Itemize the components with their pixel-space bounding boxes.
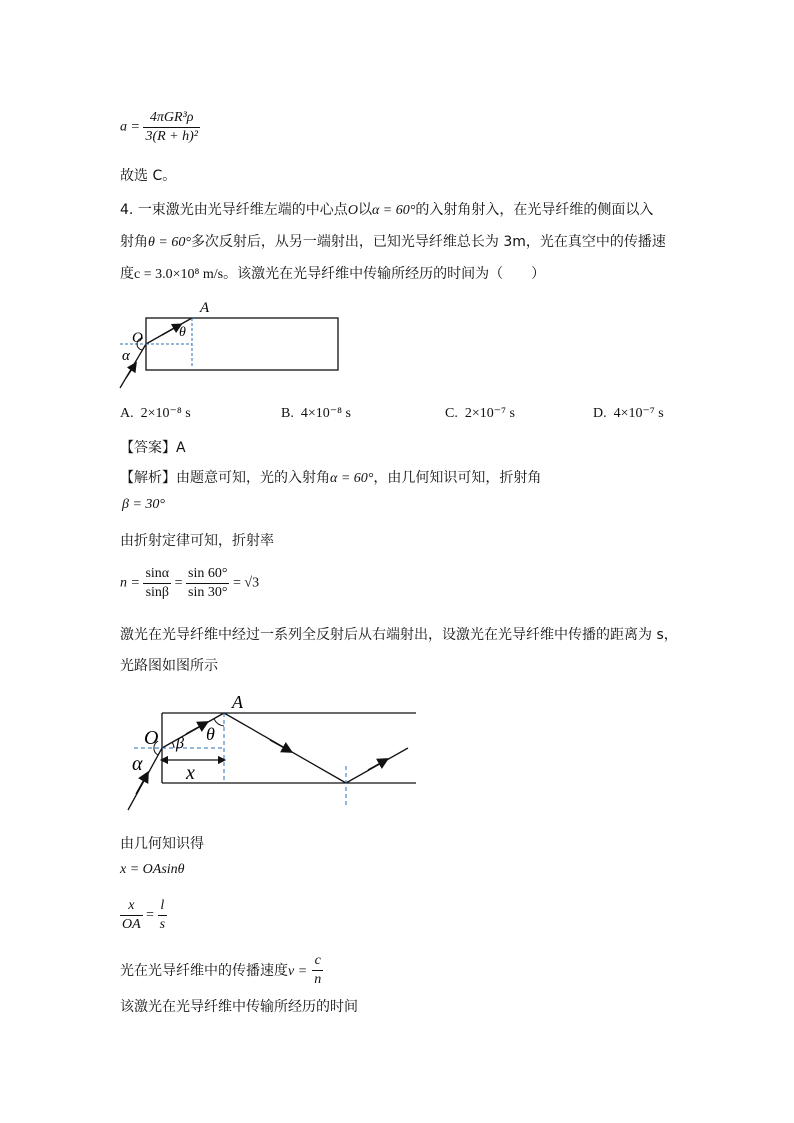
- fraction-denominator: s: [159, 917, 166, 932]
- beta-value: β = 30°: [122, 497, 166, 512]
- analysis-line-1: [120, 467, 541, 487]
- refractive-index-formula: [120, 566, 259, 601]
- fraction-numerator: sin 60°: [186, 566, 229, 584]
- speed-text: 光在光导纤维中的传播速度: [120, 963, 288, 979]
- question-number: 4.: [120, 202, 134, 218]
- label-o: O: [144, 727, 159, 749]
- question-text: 一束激光由光导纤维左端的中心点: [137, 202, 348, 218]
- question-text: 的入射角射入，在光导纤维的侧面以入: [415, 202, 654, 218]
- label-a: A: [232, 692, 243, 712]
- speed-of-light: c = 3.0×10⁸ m/s: [134, 267, 224, 282]
- label-theta: θ: [206, 724, 215, 744]
- option-letter: C.: [445, 406, 458, 421]
- analysis-text: 由题意可知，光的入射角: [176, 470, 330, 486]
- option-value: 4×10⁻⁷ s: [613, 406, 664, 421]
- label-o: O: [132, 330, 143, 346]
- option-value: 4×10⁻⁸ s: [300, 406, 351, 421]
- answer-line: [120, 437, 186, 457]
- fraction-denominator: OA: [122, 917, 141, 932]
- option-value: 2×10⁻⁷ s: [464, 406, 515, 421]
- option-b[interactable]: [281, 405, 351, 422]
- option-a[interactable]: [120, 405, 191, 422]
- label-a: A: [200, 300, 210, 316]
- top-formula-denominator: 3(R + h)²: [145, 129, 198, 144]
- answer-value: A: [176, 440, 186, 456]
- analysis-tag: 【解析】: [120, 470, 176, 486]
- label-beta: β: [176, 735, 184, 752]
- point-o: O: [347, 203, 358, 218]
- refraction-law-text: 由折射定律可知，折射率: [120, 533, 274, 549]
- option-d[interactable]: [593, 405, 664, 422]
- label-alpha: α: [122, 348, 130, 364]
- answer-tag: 【答案】: [120, 440, 176, 456]
- speed-lhs: v =: [288, 964, 308, 979]
- question-line-1: [120, 199, 653, 219]
- label-alpha: α: [132, 753, 143, 775]
- analysis-text: ，由几何知识可知，折射角: [373, 470, 542, 486]
- label-theta: θ: [179, 325, 186, 340]
- option-letter: D.: [593, 406, 607, 421]
- question-text: 射角: [120, 234, 148, 250]
- question-line-2: [120, 231, 666, 251]
- question-text: 以: [357, 202, 372, 218]
- question-text: 多次反射后，从另一端射出，已知光导纤维总长为 3m，光在真空中的传播速: [190, 234, 666, 250]
- top-formula-numerator: 4πGR³ρ: [143, 110, 200, 128]
- fraction-numerator: sinα: [143, 566, 171, 584]
- fraction-numerator: x: [120, 898, 143, 916]
- geometry-text: 由几何知识得: [120, 836, 204, 852]
- fraction-denominator: sinβ: [145, 585, 170, 600]
- alpha-value: α = 60°: [371, 203, 416, 218]
- question-line-3: [120, 263, 545, 283]
- figure-2-light-path-diagram: [112, 688, 422, 813]
- fraction-denominator: n: [314, 972, 322, 987]
- theta-value: θ = 60°: [148, 235, 191, 250]
- n-fraction-1: [143, 566, 171, 601]
- speed-line: [120, 953, 323, 988]
- question-text: 。该激光在光导纤维中传输所经历的时间为（ ）: [223, 266, 546, 282]
- ratio-fraction-2: [158, 898, 167, 933]
- n-lhs: n =: [120, 575, 140, 591]
- fraction-denominator: sin 30°: [188, 585, 228, 600]
- alpha-value: α = 60°: [330, 471, 374, 486]
- ratio-fraction-1: [120, 898, 143, 933]
- label-x: x: [186, 762, 195, 784]
- time-text: 该激光在光导纤维中传输所经历的时间: [120, 999, 358, 1015]
- top-formula-fraction: [143, 110, 200, 145]
- fraction-numerator: l: [158, 898, 167, 916]
- n-fraction-2: [186, 566, 229, 601]
- speed-fraction: [312, 953, 323, 988]
- n-result: = √3: [232, 575, 260, 591]
- option-value: 2×10⁻⁸ s: [140, 406, 191, 421]
- top-formula-lhs: a =: [120, 119, 140, 135]
- ratio-formula: [120, 898, 167, 933]
- top-formula: [120, 110, 200, 145]
- analysis-para-2: 光路图如图所示: [120, 658, 218, 674]
- equals: =: [174, 575, 183, 591]
- x-equation: x = OAsinθ: [120, 862, 185, 877]
- option-c[interactable]: [445, 405, 515, 422]
- equals: =: [146, 907, 155, 923]
- question-text: 度: [120, 266, 134, 282]
- analysis-para-1: 激光在光导纤维中经过一系列全反射后从右端射出，设激光在光导纤维中传播的距离为 s，: [120, 627, 678, 643]
- fraction-numerator: c: [312, 953, 323, 971]
- figure-1-fiber-diagram: [112, 296, 352, 396]
- choose-c-text: 故选 C。: [120, 168, 177, 184]
- option-letter: A.: [120, 406, 134, 421]
- fiber-rect: [146, 318, 338, 370]
- option-letter: B.: [281, 406, 294, 421]
